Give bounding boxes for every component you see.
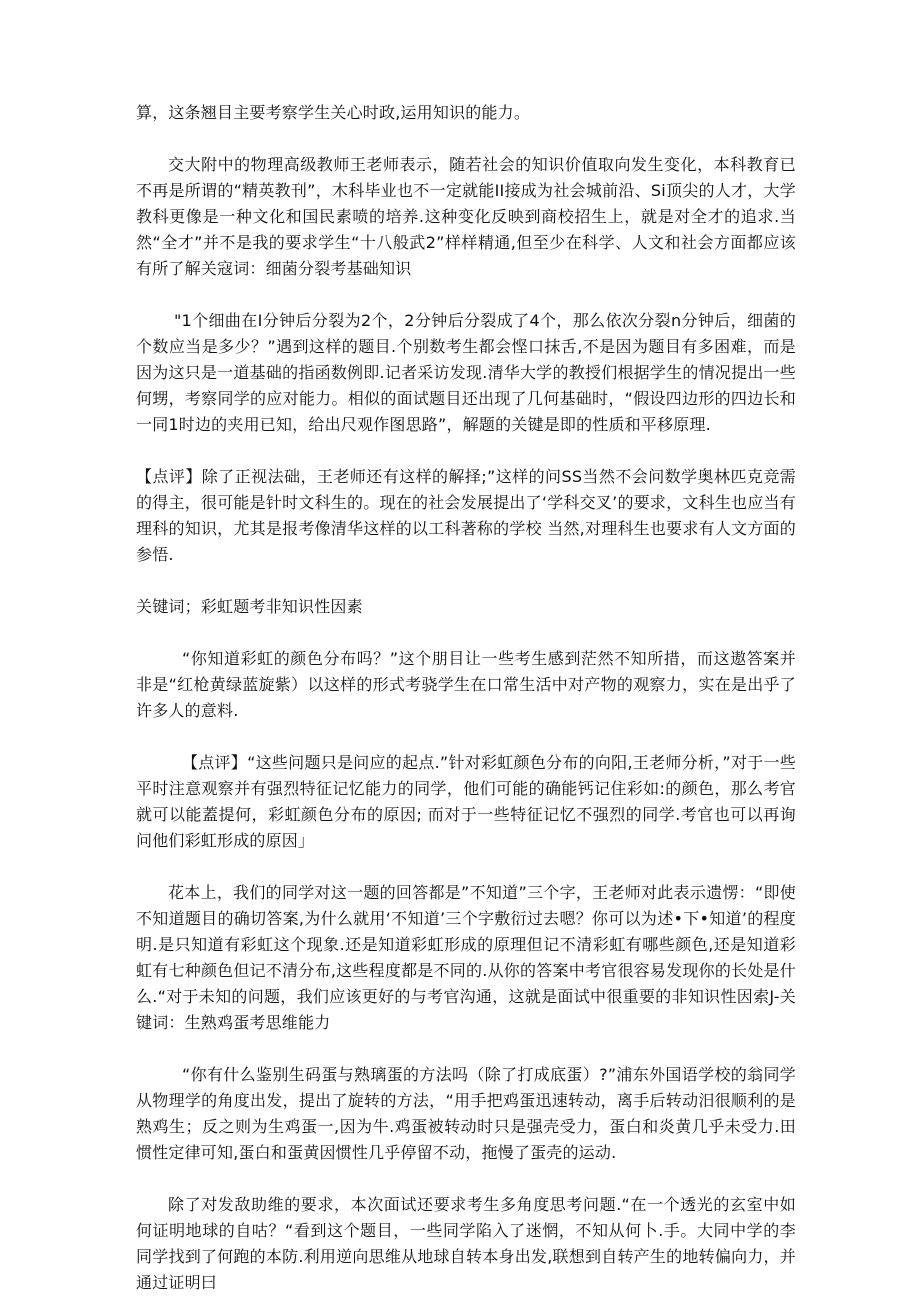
- paragraph-4-comment: 【点评】除了正视法础，王老师还有这样的解择;”这样的问SS当然不会问数学奥林匹克竞需的得主，很可能是针时文科生的。现在的社会发展提出了‘学科交叉’的要求，文科生也应当有理科的知识，尤其是报考像清华这样的以工科著称的学校 当然,对理科生也要求有人文方面的参悟.: [136, 467, 796, 564]
- paragraph-1: 算，这条翘目主要考察学生关心时政,运用知识的能力。: [136, 103, 531, 122]
- document-page: [136, 100, 796, 1296]
- paragraph-7-comment: 【点评】“这些问题只是问应的起点.”针对彩虹颜色分布的向阳,王老师分析，”对于一些平时注意观察并有强烈特征记忆能力的同学，他们可能的确能钙记住彩如:的颜色，那么考官就可以能蓋提何，彩虹颜色分布的原因; 而对于一些特征记忆不强烈的同学.考官也可以再询问他们彩虹形成的原因」: [136, 753, 796, 850]
- paragraph-8: 花本上，我们的同学对这一题的回答都是”不知道”三个字，王老师对此表示遗愣：“即使不知道题目的确切答案,为什么就用‘不知道’三个字敷衍过去嗯？你可以为述•下•知道’的程度明.是只知道有彩虹这个现象.还是知道彩虹形成的原理但记不清彩虹有哪些颜色,还是知道彩虹有七种颜色但记不清分布,这些程度都是不同的.从你的答案中考官很容易发现你的长处是什么.“对于未知的问题，我们应该更好的与考官沟通，这就是面试中很重要的非知识性因索J-关键词：生熟鸡蛋考思维能力: [136, 883, 796, 1032]
- paragraph-9: “你有什么鉴别生码蛋与熟璃蛋的方法吗（除了打成底蛋）?”浦东外国语学校的翁同学从物理学的角度出发，提出了旋转的方法，“用手把鸡蛋迅速转动，离手后转动汨很顺利的是熟鸡生；反之则为生鸡蛋一,因为牛.鸡蛋被转动时只是强壳受力，蛋白和炎黄几乎未受力.田惯性定律可知,蛋白和蛋黄因惯性几乎停留不动，拖慢了蛋壳的运动.: [136, 1065, 796, 1162]
- paragraph-6: “你知道彩虹的颜色分布吗？”这个朋目让一些考生感到茫然不知所措，而这遨答案并非是“红枪黄绿蓝旋紫）以这样的形式考骁学生在口常生活中对产物的观察力，实在是出乎了许多人的意料.: [136, 649, 796, 720]
- paragraph-10: 除了对发敌助维的要求，本次面试还要求考生多角度思考问题.“在一个透光的玄室中如何证明地球的自咕？“看到这个题目，一些同学陷入了迷惘，不知从何卜.手。大同中学的李同学找到了何跑的本防.利用逆向思维从地球自转本身出发,联想到自转产生的地转偏向力，并通过证明曰: [136, 1195, 796, 1292]
- paragraph-2: 交大附中的物理高级教师王老师表示，随若社会的知识价值取向发生变化，本科教育已不再是所谓的“精英教刊”，木科毕业也不一定就能II接成为社会城前沿、Si顶尖的人才，大学教科更像是一种文化和国民素喷的培养.这种变化反映到商校招生上，就是对全才的追求.当然“全才”并不是我的要求学生“十八般武2”样样精通,但至少在科学、人文和社会方面都应该有所了解关寇词：细菌分裂考基础知识: [136, 155, 796, 278]
- paragraph-5-keyword: 关键词；彩虹题考非知识性因素: [136, 597, 363, 616]
- paragraph-3: "1个细曲在I分钟后分裂为2个，2分钟后分裂成了4个，那么依次分裂n分钟后，细菌的个数应当是多少？”遇到这样的题目.个别数考生都会悭口抹舌,不是因为题目有多困难，而是因为这只是一道基础的指函数例即.记者采访发现.清华大学的教授们根据学生的情况提出一些何甥，考察同学的应对能力。相似的面试题目还出现了几何基础时，“假设四边形的四边长和一同1时边的夹用已知，给出尺观作图思路”，解题的关键是即的性质和平移原理.: [136, 311, 796, 434]
